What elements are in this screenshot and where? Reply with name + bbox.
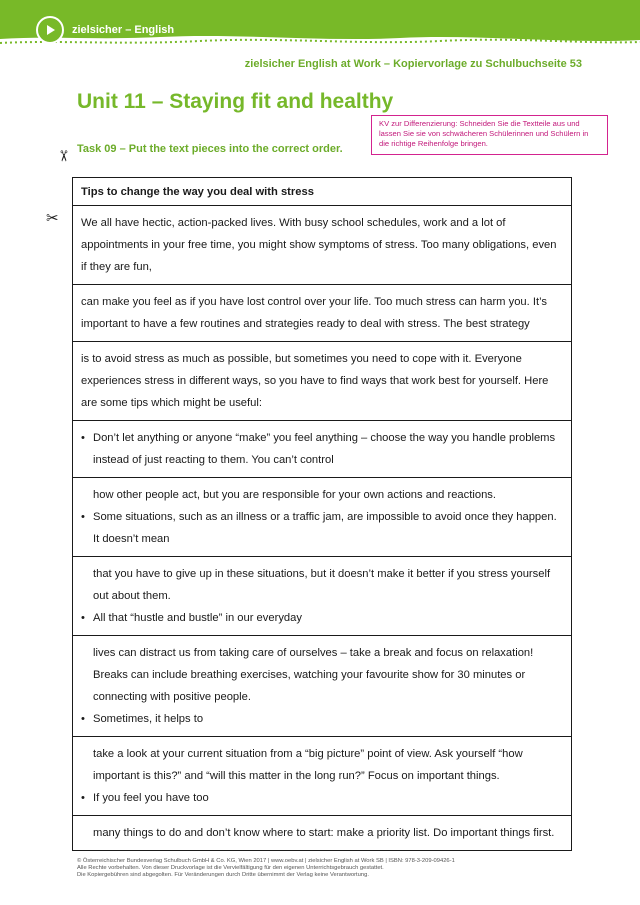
text-piece [73,284,571,341]
text-piece-text: All that “hustle and bustle” in our everyday [93,612,302,624]
text-piece-text: take a look at your current situation from a “big picture” point of view. Ask yourself “how important is this?” and “will this matter in the long run?” Focus on important things. [93,748,523,782]
task-instruction: Task 09 – Put the text pieces into the correct order. [77,143,343,155]
bullet-item [81,708,563,730]
footer [77,858,455,879]
bullet-item [81,607,563,629]
play-icon [36,16,64,44]
unit-title: Unit 11 – Staying fit and healthy [77,90,394,113]
running-title: zielsicher English at Work – Kopiervorlage zu Schulbuchseite 53 [244,58,582,70]
footer-line: Alle Rechte vorbehalten. Von dieser Druckvorlage ist die Vervielfältigung für den eigenen Unterrichtsgebrauch gestattet. [77,865,384,871]
logo [36,16,174,44]
text-piece-text: lives can distract us from taking care of ourselves – take a break and focus on relaxation! Breaks can include breathing exercises, watching your favourite show for 30 minutes or connecting with positive people. [93,647,534,703]
bullet-icon: • [81,713,85,725]
text-piece-text: Some situations, such as an illness or a traffic jam, are impossible to avoid once they happen. It doesn’t mean [93,511,557,545]
bullet-icon: • [81,511,85,523]
text-piece-text: Don’t let anything or anyone “make” you feel anything – choose the way you handle problems instead of just reacting to them. You can’t control [93,432,556,466]
bullet-item [81,427,563,471]
brand-name: zielsicher – English [72,24,175,36]
text-pieces [72,177,572,851]
scissors-icon: ✂ [46,210,59,227]
text-piece-text: If you feel you have too [93,792,209,804]
text-piece [73,815,571,850]
bullet-icon: • [81,792,85,804]
text-piece-text: how other people act, but you are responsible for your own actions and reactions. [93,489,496,501]
bullet-item [81,506,563,550]
text-piece-text: is to avoid stress as much as possible, but sometimes you need to cope with it. Everyone experiences stress in different ways, so you have to find ways that work best for yourself. Here are some tips which might be useful: [81,353,549,409]
text-piece [73,205,571,284]
text-piece [73,635,571,736]
footer-line: © Österreichischer Bundesverlag Schulbuch GmbH & Co. KG, Wien 2017 | www.oebv.at | zielsicher English at Work SB | ISBN: 978-3-209-09426-1 [77,858,455,864]
text-piece [73,420,571,477]
text-piece [73,477,571,556]
text-piece-title [73,178,571,205]
footer-line: Die Kopiergebühren sind abgegolten. Für Veränderungen durch Dritte übernimmt der Verlag keine Verantwortung. [77,872,369,878]
text-piece [73,556,571,635]
bullet-icon: • [81,432,85,444]
text-piece-text: many things to do and don’t know where to start: make a priority list. Do important things first. [93,827,555,839]
text-piece [73,736,571,815]
text-piece-text: We all have hectic, action-packed lives. With busy school schedules, work and a lot of appointments in your free time, you might show symptoms of stress. Too many obligations, even if they are fun, [81,217,557,273]
scissors-icon: ✂ [54,149,72,163]
text-piece-title-text: Tips to change the way you deal with stress [81,186,314,198]
text-piece [73,341,571,420]
bullet-item [81,787,563,809]
text-piece-text: Sometimes, it helps to [93,713,204,725]
bullet-icon: • [81,612,85,624]
text-piece-text: can make you feel as if you have lost control over your life. Too much stress can harm you. It’s important to have a few routines and strategies ready to deal with stress. The best strategy [81,296,547,330]
text-piece-text: that you have to give up in these situations, but it doesn’t make it better if you stress yourself out about them. [93,568,551,602]
kv-note: KV zur Differenzierung: Schneiden Sie die Textteile aus und lassen Sie sie von schwächeren Schülerinnen und Schülern in die richtige Reihenfolge bringen. [371,115,608,155]
